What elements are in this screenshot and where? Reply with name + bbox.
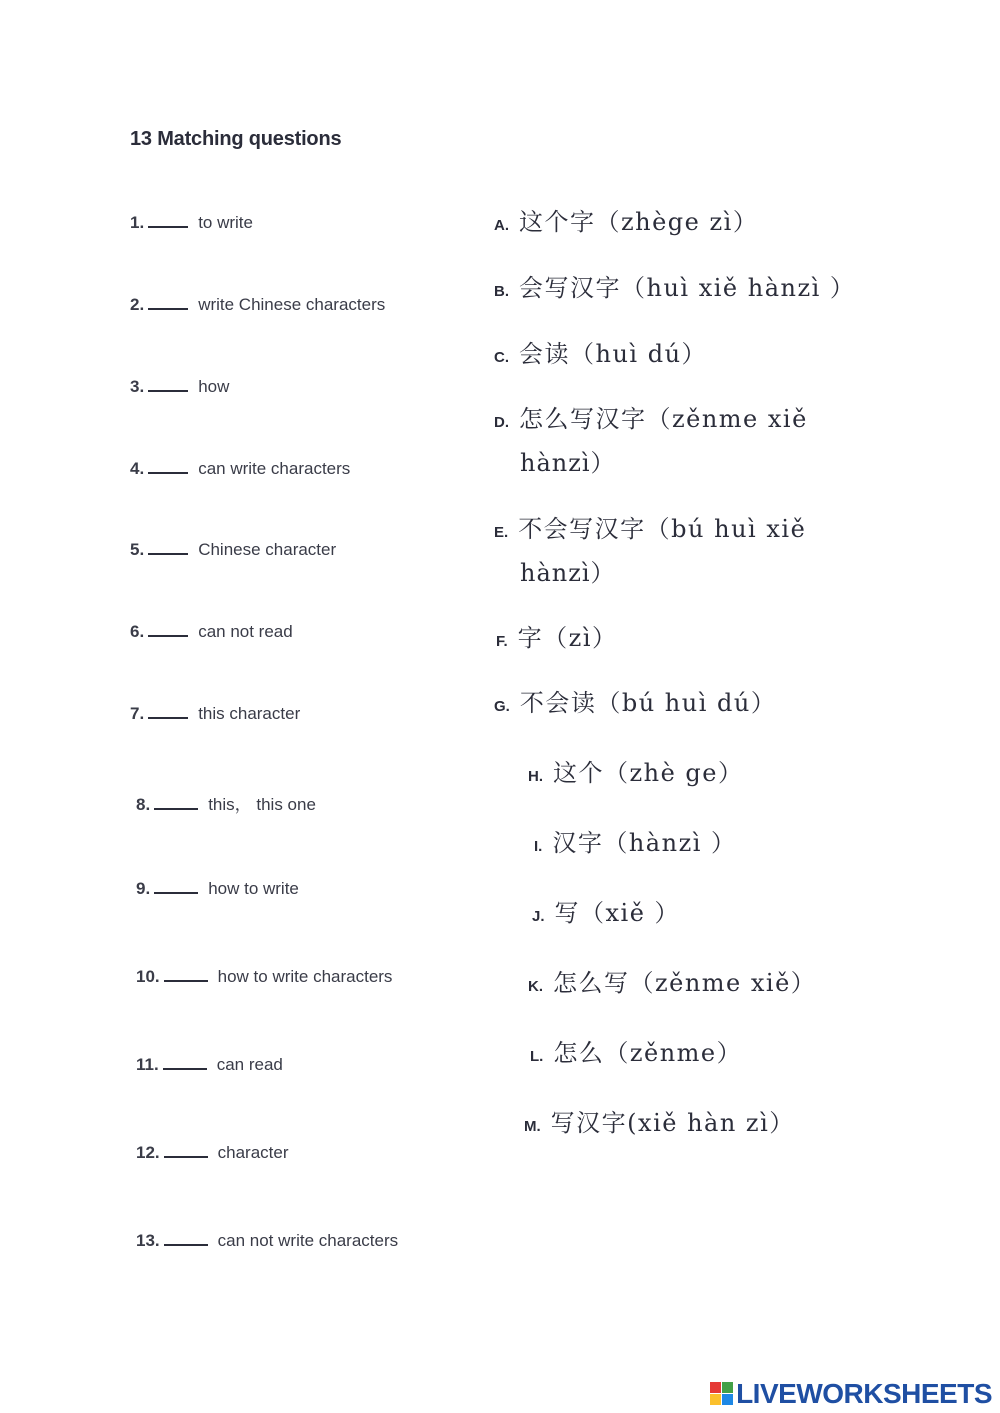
option-text: 怎么（zěnme） xyxy=(553,1039,743,1067)
answer-blank[interactable] xyxy=(148,212,188,228)
option-letter: A. xyxy=(494,217,509,234)
option-e xyxy=(494,509,807,587)
option-letter: C. xyxy=(494,349,509,366)
option-text: 怎么写汉字（zěnme xiě xyxy=(519,405,808,433)
option-k xyxy=(528,963,816,998)
question-text: how to write xyxy=(208,879,299,898)
answer-blank[interactable] xyxy=(164,966,208,982)
liveworksheets-logo[interactable] xyxy=(710,1379,992,1409)
answer-blank[interactable] xyxy=(154,878,198,894)
option-letter: K. xyxy=(528,978,543,995)
option-f xyxy=(496,618,618,653)
option-text: 这个字（zhège zì） xyxy=(519,208,759,236)
option-text: 这个（zhè ge） xyxy=(553,759,744,787)
question-number: 2. xyxy=(130,295,145,314)
question-number: 12. xyxy=(136,1143,160,1162)
option-text: 汉字（hànzì ） xyxy=(552,829,737,857)
question-text: how to write characters xyxy=(217,967,393,986)
question-text: write Chinese characters xyxy=(198,295,386,314)
question-3 xyxy=(130,376,229,397)
question-text: can not write characters xyxy=(217,1231,399,1250)
logo-mark-icon xyxy=(710,1382,734,1406)
answer-blank[interactable] xyxy=(154,794,198,810)
option-letter: D. xyxy=(494,414,509,431)
question-text: how xyxy=(198,377,230,396)
answer-blank[interactable] xyxy=(163,1054,207,1070)
option-text: 写（xiě ） xyxy=(554,899,681,927)
question-1 xyxy=(130,212,253,233)
answer-blank[interactable] xyxy=(148,539,188,555)
option-b xyxy=(494,268,855,303)
option-l xyxy=(530,1033,742,1068)
question-number: 5. xyxy=(130,540,145,559)
question-number: 10. xyxy=(136,967,160,986)
option-text: 字（zì） xyxy=(517,624,618,652)
answer-blank[interactable] xyxy=(148,376,188,392)
question-9 xyxy=(136,878,299,899)
answer-blank[interactable] xyxy=(164,1142,208,1158)
option-text-continued: hànzì） xyxy=(520,559,616,587)
question-2 xyxy=(130,294,385,315)
question-number: 4. xyxy=(130,459,145,478)
question-number: 8. xyxy=(136,795,151,814)
option-text-continued: hànzì） xyxy=(520,449,616,477)
question-text: this character xyxy=(198,704,301,723)
question-8 xyxy=(136,790,316,815)
option-a xyxy=(494,202,758,237)
option-letter: B. xyxy=(494,283,509,300)
question-number: 1. xyxy=(130,213,145,232)
question-5 xyxy=(130,539,336,560)
question-text: can read xyxy=(216,1055,283,1074)
question-text: Chinese character xyxy=(198,540,337,559)
question-number: 13. xyxy=(136,1231,160,1250)
option-h xyxy=(528,753,744,788)
question-number: 9. xyxy=(136,879,151,898)
question-4 xyxy=(130,458,350,479)
question-number: 6. xyxy=(130,622,145,641)
option-text: 会写汉字（huì xiě hànzì ） xyxy=(519,274,856,302)
question-11 xyxy=(136,1054,283,1075)
question-text: this， this one xyxy=(208,795,316,814)
question-6 xyxy=(130,621,293,642)
question-number: 11. xyxy=(136,1055,159,1074)
option-letter: J. xyxy=(532,908,545,925)
option-letter: F. xyxy=(496,633,508,650)
option-c xyxy=(494,334,707,369)
question-text: can not read xyxy=(198,622,293,641)
option-text: 会读（huì dú） xyxy=(519,340,708,368)
option-text: 不会读（bú huì dú） xyxy=(519,689,777,717)
option-d xyxy=(494,399,808,477)
question-12 xyxy=(136,1142,289,1163)
question-text: can write characters xyxy=(198,459,351,478)
answer-blank[interactable] xyxy=(148,703,188,719)
option-letter: M. xyxy=(524,1118,541,1135)
question-10 xyxy=(136,966,392,987)
page-title: 13 Matching questions xyxy=(130,128,342,150)
option-j xyxy=(532,893,680,928)
option-i xyxy=(534,823,737,858)
question-text: character xyxy=(217,1143,289,1162)
answer-blank[interactable] xyxy=(148,294,188,310)
option-text: 怎么写（zěnme xiě） xyxy=(553,969,817,997)
option-letter: G. xyxy=(494,698,510,715)
question-7 xyxy=(130,703,300,724)
option-letter: L. xyxy=(530,1048,544,1065)
question-13 xyxy=(136,1230,398,1251)
question-number: 7. xyxy=(130,704,145,723)
option-letter: H. xyxy=(528,768,543,785)
option-text: 写汉字(xiě hàn zì） xyxy=(550,1109,795,1137)
option-letter: I. xyxy=(534,838,543,855)
brand-name: LIVEWORKSHEETS xyxy=(736,1378,992,1409)
answer-blank[interactable] xyxy=(148,621,188,637)
question-number: 3. xyxy=(130,377,145,396)
option-g xyxy=(494,683,776,718)
question-text: to write xyxy=(198,213,253,232)
option-m xyxy=(524,1103,795,1138)
option-text: 不会写汉字（bú huì xiě xyxy=(518,515,807,543)
answer-blank[interactable] xyxy=(164,1230,208,1246)
answer-blank[interactable] xyxy=(148,458,188,474)
option-letter: E. xyxy=(494,524,509,541)
